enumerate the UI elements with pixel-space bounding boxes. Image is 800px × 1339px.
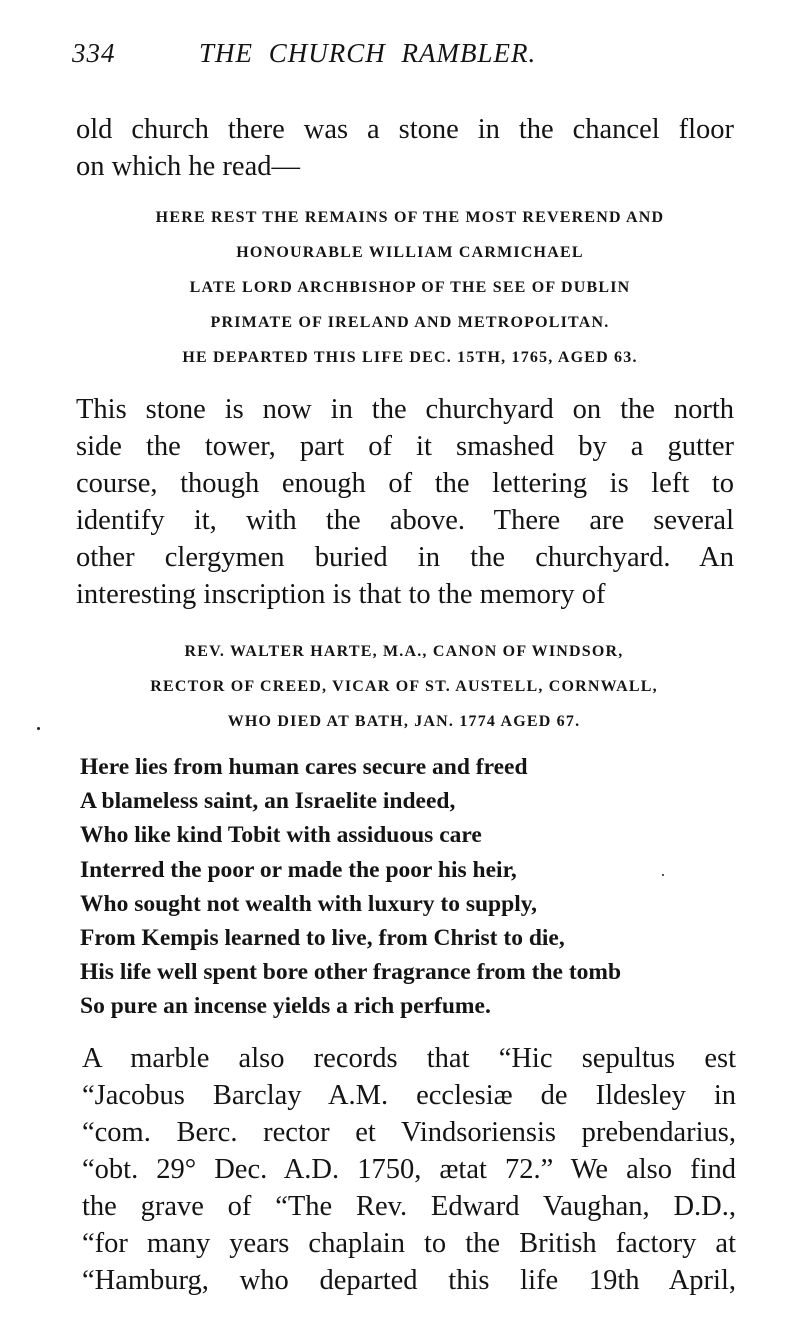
text-line: on which he read— (76, 151, 300, 182)
paragraph-stone (76, 391, 734, 613)
text-line: “for many years chaplain to the British factory at (82, 1228, 736, 1259)
inscription-carmichael (80, 200, 740, 375)
page-number: 334 (72, 38, 116, 68)
verse-line: Interred the poor or made the poor his heir, (80, 856, 517, 883)
text-line: A marble also records that “Hic sepultus est (82, 1043, 736, 1074)
verse-line: Here lies from human cares secure and freed (80, 754, 528, 780)
inscription-harte (74, 634, 734, 739)
text-line: identify it, with the above. There are several (76, 505, 734, 536)
text-line: “obt. 29° Dec. A.D. 1750, ætat 72.” We also find (82, 1154, 736, 1185)
print-speck (37, 727, 40, 730)
inscription-line: LATE LORD ARCHBISHOP OF THE SEE OF DUBLIN (189, 279, 631, 296)
text-line: “Jacobus Barclay A.M. ecclesiæ de Ildesley in (82, 1080, 736, 1111)
text-line: the grave of “The Rev. Edward Vaughan, D.D., (82, 1191, 736, 1222)
text-line: interesting inscription is that to the memory of (76, 579, 606, 610)
inscription-line: WHO DIED AT BATH, JAN. 1774 AGED 67. (227, 713, 581, 730)
print-speck (662, 874, 664, 876)
inscription-line: HERE REST THE REMAINS OF THE MOST REVEREND AND (155, 209, 665, 226)
text-line: side the tower, part of it smashed by a gutter (76, 431, 734, 462)
verse-line: From Kempis learned to live, from Christ to die, (80, 925, 565, 952)
inscription-line: HE DEPARTED THIS LIFE DEC. 15TH, 1765, AGED 63. (182, 349, 638, 366)
epitaph-verse (80, 750, 760, 1024)
inscription-line: RECTOR OF CREED, VICAR OF ST. AUSTELL, CORNWALL, (150, 678, 658, 695)
verse-line: Who like kind Tobit with assiduous care (80, 822, 482, 849)
text-line: “Hamburg, who departed this life 19th April, (82, 1265, 736, 1296)
paragraph-marble (82, 1040, 736, 1299)
text-line: other clergymen buried in the churchyard. An (76, 542, 734, 573)
paragraph-intro (76, 111, 734, 185)
text-line: old church there was a stone in the chancel floor (76, 114, 734, 145)
verse-line: His life well spent bore other fragrance from the tomb (80, 959, 622, 986)
text-line: This stone is now in the churchyard on the north (76, 394, 734, 425)
text-line: course, though enough of the lettering is left to (76, 468, 734, 499)
page-header (72, 38, 732, 78)
verse-line: Who sought not wealth with luxury to supply, (80, 890, 538, 917)
verse-line: A blameless saint, an Israelite indeed, (80, 788, 456, 815)
text-line: “com. Berc. rector et Vindsoriensis prebendarius, (82, 1117, 736, 1148)
inscription-line: PRIMATE OF IRELAND AND METROPOLITAN. (210, 314, 610, 331)
inscription-line: REV. WALTER HARTE, M.A., CANON OF WINDSOR, (184, 643, 624, 660)
inscription-line: HONOURABLE WILLIAM CARMICHAEL (236, 244, 584, 261)
verse-line: So pure an incense yields a rich perfume. (80, 993, 491, 1020)
running-title: THE CHURCH RAMBLER. (199, 38, 537, 68)
